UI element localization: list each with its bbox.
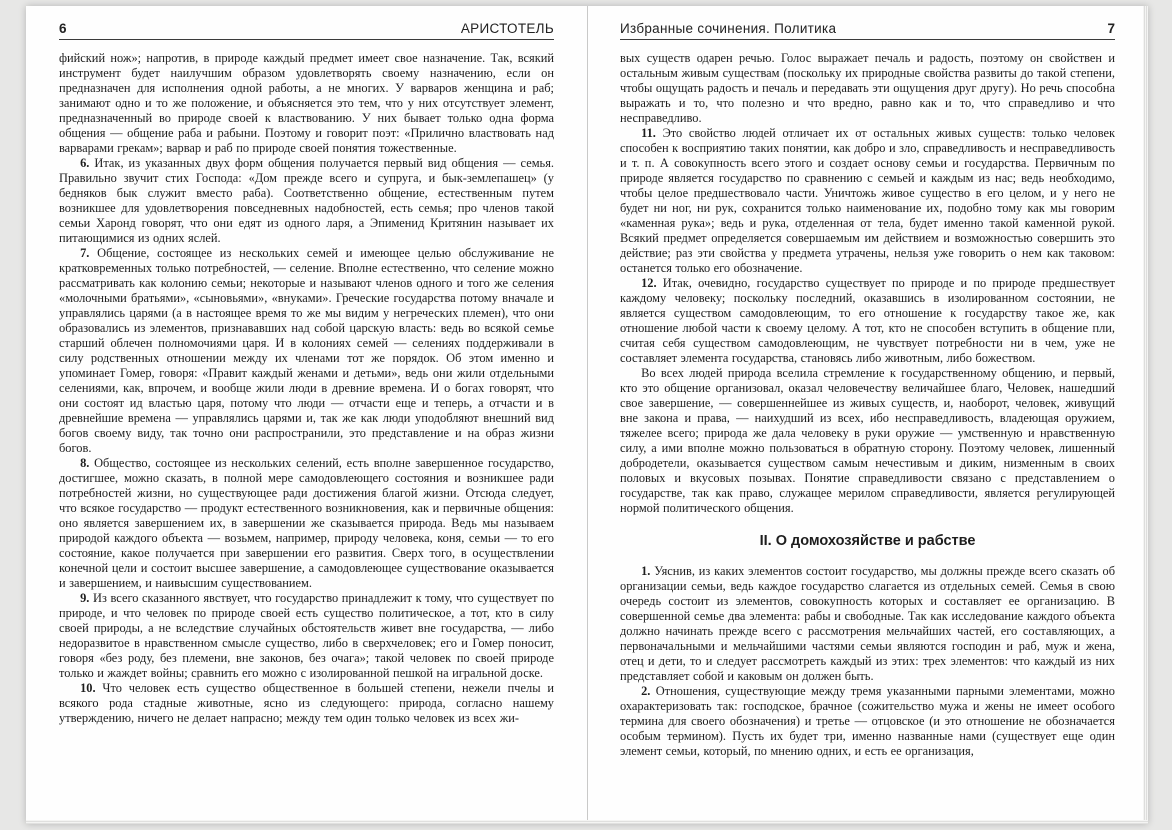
left-page-header: [59, 21, 554, 40]
right-page-text-bottom: [620, 564, 1115, 759]
right-running-title: Избранные сочинения. Политика: [620, 21, 837, 36]
page-edges-bottom: [26, 820, 1148, 824]
paragraph-number: 8.: [80, 456, 95, 470]
gutter-divider: [587, 6, 588, 824]
paragraph: 12. Итак, очевидно, государство существует по природе и по природе предшествует каждому человеку; поскольку последний, оказавшись в изолированном состоянии, не является существом самодовлеющим, то его отношение к государству такое же, как отношение любой части к своему целому. А тот, кто не способен вступить в общение пли, считая себя существом самодовлеющим, не чувствует потребности ни в чем, уже не составляет элемента государства, становясь либо животным, либо божеством.: [620, 276, 1115, 365]
book-spread: [26, 6, 1148, 824]
paragraph-number: 11.: [641, 126, 663, 140]
paragraph: 9. Из всего сказанного явствует, что государство принадлежит к тому, что существует по природе, и что человек по природе своей есть существо политическое, а тот, кто в силу своей природы, а не вследствие случайных обстоятельств живет вне государства, — либо недоразвитое в нравственном смысле существо, либо в сверхчеловек; его и Гомер поносит, говоря «без роду, без племени, вне законов, без очага»; такой человек по своей природе только и жаждет войны; сравнить его можно с изолированной пешкой на игральной доске.: [59, 591, 555, 680]
paragraph-number: 9.: [80, 591, 94, 605]
page-edges-right: [1143, 6, 1148, 824]
paragraph-number: 1.: [641, 564, 655, 578]
paragraph: 7. Общение, состоящее из нескольких семей и имеющее целью обслуживание не кратковременных только потребностей, — селение. Вполне естественно, что селение можно рассматривать как колонию семьи; некоторые и называют членов одного и того же селения «молочными братьями», «сыновьями», «внуками». Греческие государства потому вначале и управлялись царями (а в настоящее время то же мы видим у негреческих племен), что они образовались из элементов, признававших над собой царскую власть: ведь во всякой семье старший облечен полномочиями царя. И в колониях семей — селениях поддерживали в силу родственных отношении между их членами тот же порядок. Об этом именно и упоминает Гомер, говоря: «Правит каждый женами и детьми», ведь они жили отдельными селениями, как, впрочем, и вообще жили люди в древние времена. И о богах говорят, что они состоят ид властью царя, потому что люди — отчасти еще и теперь, а отчасти и в древнейшие времена — управлялись царями и, так же как люди уподобляют внешний вид богов своему виду, так точно они распространили, это представление и на образ жизни богов.: [59, 246, 554, 455]
left-page-number: 6: [59, 21, 67, 36]
paragraph-number: 7.: [80, 246, 98, 260]
paragraph: фийский нож»; напротив, в природе каждый предмет имеет свое назначение. Так, всякий инструмент будет наилучшим образом удовлетворять своему назначению, если он предназначен для исполнения одной работы, а не многих. У варваров женщина и раб; занимают одно и то же положение, и объясняется это тем, что у них отсутствует элемент, предназначенный во природе своей к властвованию. У них бывает только одна форма общения — общение раба и рабыни. Поэтому и говорит поэт: «Прилично властвовать над варварами грекам»; варвар и раб по природе своей понятия тожественные.: [59, 51, 554, 155]
left-page: [26, 6, 587, 824]
section-heading: II. О домохозяйстве и рабстве: [759, 533, 976, 549]
right-page-header: [620, 21, 1115, 40]
right-page-text-top: [620, 51, 1115, 516]
paragraph: 8. Общество, состоящее из нескольких селений, есть вполне завершенное государство, достигшее, можно сказать, в полной мере самодовлеющего состояния и возникшее ради потребностей жизни, но существующее ради достижения благой жизни. Отсюда следует, что всякое государство — продукт естественного возникновения, как и первичные общения: оно является завершением их, в завершении же сказывается природа. Ведь мы называем природой каждого объекта — возьмем, например, природу человека, коня, семьи — то его состояние, какое получается при завершении его развития. Сверх того, в осуществлении конечной цели и состоит высшее завершение, а самодовлеющее существование оказывается и завершением, и наивысшим существованием.: [59, 456, 554, 590]
paragraph: 6. Итак, из указанных двух форм общения получается первый вид общения — семья. Правильно звучит стих Господа: «Дом прежде всего и супруга, и бык-землепашец» (у бедняков бык служит вместо раба). Соответственно общение, естественным путем возникшее для удовлетворения повседневных надобностей, есть семья; про членов такой семьи Харонд говорят, что они едят из одного ларя, а Эпименид Критянин называет их питающимися из одних яслей.: [59, 156, 554, 245]
paragraph: Во всех людей природа вселила стремление к государственному общению, и первый, кто это общение организовал, оказал человечеству величайшее благо, Человек, нашедший свое завершение, — совершеннейшее из живых существ, и, наоборот, человек, живущий вне закона и права, — наихудший из всех, ибо несправедливость, владеющая оружием, тяжелее всего; природа же дала человеку в руки оружие — умственную и нравственную силу, а ими вполне можно пользоваться в обратную сторону. Поэтому человек, лишенный добродетели, оказывается существом самым нечестивым и диким, низменным в своих половых и вкусовых позывах. Понятие справедливости связано с представлением о государстве, так как право, служащее мерилом справедливости, является регулирующей нормой политического общения.: [620, 366, 1115, 515]
paragraph-number: 10.: [80, 681, 103, 695]
left-running-title: АРИСТОТЕЛЬ: [460, 21, 554, 36]
paragraph: 2. Отношения, существующие между тремя указанными парными элементами, можно охарактеризовать так: господское, брачное (сожительство мужа и жены не имеет особого термина для своего обозначения) и третье — отцовское (и это отношение не обозначается особым термином). Пусть их будет три, именно названные нами (существует еще один элемент семьи, который, по мнению одних, и есть ее организация,: [620, 684, 1115, 758]
paragraph: 10. Что человек есть существо общественное в большей степени, нежели пчелы и всякого рода стадные животные, ясно из следующего: природа, согласно нашему утверждению, ничего не делает напрасно; между тем один только человек из всех жи-: [59, 681, 554, 725]
left-page-text: [59, 51, 554, 726]
paragraph-number: 2.: [641, 684, 656, 698]
right-page-number: 7: [1107, 21, 1115, 36]
paragraph-number: 6.: [80, 156, 95, 170]
paragraph: 1. Уяснив, из каких элементов состоит государство, мы должны прежде всего сказать об организации семьи, ведь каждое государство слагается из отдельных семей. Семья в свою очередь состоит из элементов, совокупность которых и составляет ее организацию. В совершенной семье два элемента: рабы и свободные. Так как исследование каждого объекта должно начинать прежде всего с рассмотрения мельчайших частей, его составляющих, а первоначальными и мельчайшими частями семьи являются господин и раб, муж и жена, отец и дети, то и следует рассмотреть каждый из этих: трех элементов: что каждый из них представляет собой и каковым он должен быть.: [620, 564, 1116, 683]
paragraph: вых существ одарен речью. Голос выражает печаль и радость, поэтому он свойствен и остальным живым существам (поскольку их природные свойства развиты до такой степени, чтобы ощущать радость и печаль и передавать эти ощущения друг другу). Но речь способна выражать и то, что полезно и что вредно, равно как и то, что справедливо и что несправедливо.: [620, 51, 1115, 125]
paragraph-number: 12.: [641, 276, 663, 290]
right-page: [587, 6, 1148, 824]
paragraph: 11. Это свойство людей отличает их от остальных живых существ: только человек способен к восприятию таких понятии, как добро и зло, справедливость и несправедливость и т. п. А совокупность всего этого и создает основу семьи и государства. Первичным по природе является государство по сравнению с семьей и каждым из нас; ведь необходимо, чтобы целое предшествовало части. Уничтожь живое существо в его целом, и у него не будет ни ног, ни рук, сохранится только наименование их, подобно тому как мы говорим «каменная рука»; ведь и рука, отделенная от тела, будет именно такой каменной рукой. Всякий предмет определяется совершаемым им действием и возможностью совершить это действие; раз эти свойства у предмета утрачены, нельзя уже говорить о нем как таковом: останется только его обозначение.: [620, 126, 1115, 275]
